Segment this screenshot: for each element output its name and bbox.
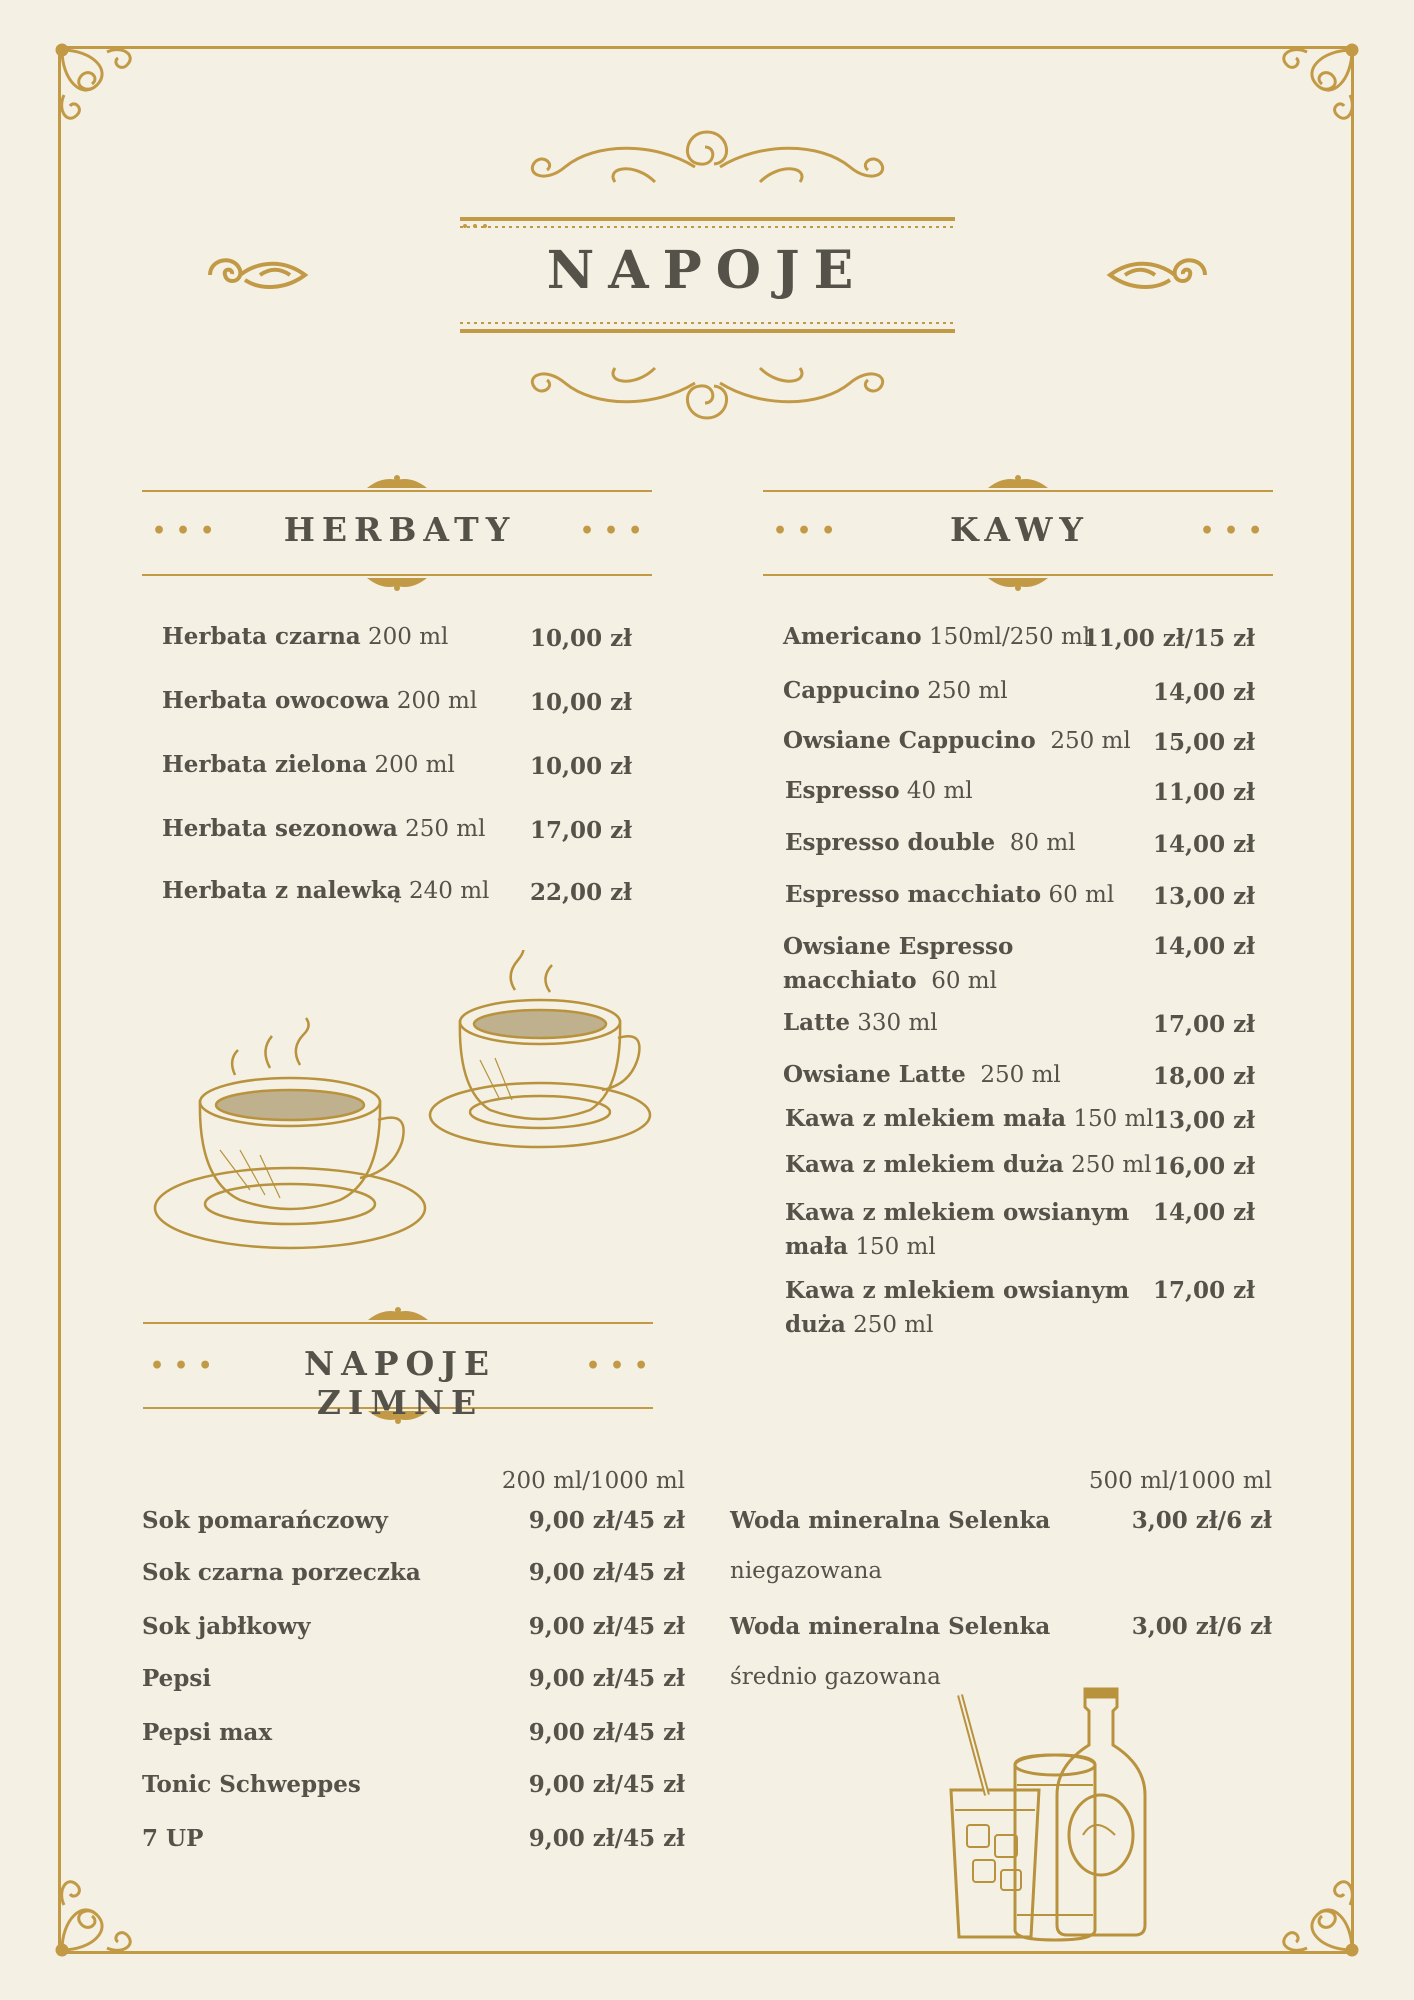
section-title-napoje-zimne: NAPOJE ZIMNE — [303, 1344, 497, 1422]
menu-item: Pepsi — [142, 1665, 212, 1692]
menu-item: Espresso double 80 ml — [785, 829, 1076, 856]
menu-item: Espresso 40 ml — [785, 777, 973, 804]
menu-item: 7 UP — [142, 1825, 204, 1852]
menu-item: Sok czarna porzeczka — [142, 1559, 421, 1586]
drinks-illustration — [945, 1685, 1165, 1945]
menu-item: Kawa z mlekiem mała 150 ml — [785, 1105, 1154, 1132]
coffee-cups-illustration — [140, 950, 660, 1260]
menu-item: Kawa z mlekiem owsianym mała 150 ml — [785, 1199, 1130, 1260]
item-price: 9,00 zł/45 zł — [528, 1771, 685, 1798]
item-price: 14,00 zł — [1153, 1199, 1255, 1226]
item-price: 9,00 zł/45 zł — [528, 1825, 685, 1852]
menu-item: Cappucino 250 ml — [783, 677, 1008, 704]
swirl-left-icon — [205, 250, 310, 300]
swirl-right-icon — [1105, 250, 1210, 300]
crown-ornament-icon — [363, 1306, 433, 1322]
item-price: 9,00 zł/45 zł — [528, 1613, 685, 1640]
menu-item: Herbata czarna 200 ml — [162, 623, 449, 650]
item-price: 17,00 zł — [530, 817, 632, 844]
item-price: 22,00 zł — [530, 879, 632, 906]
crown-ornament-icon — [983, 474, 1053, 490]
item-price: 9,00 zł/45 zł — [528, 1559, 685, 1586]
item-price: 17,00 zł — [1153, 1277, 1255, 1304]
corner-ornament-top-left — [52, 40, 162, 150]
item-price: 9,00 zł/45 zł — [528, 1719, 685, 1746]
item-price: 3,00 zł/6 zł — [1131, 1613, 1272, 1640]
crown-ornament-icon — [362, 576, 432, 592]
item-price: 9,00 zł/45 zł — [528, 1665, 685, 1692]
divider — [142, 490, 652, 492]
corner-ornament-bottom-left — [52, 1850, 162, 1960]
crown-ornament-icon — [983, 576, 1053, 592]
page-title: NAPOJE — [546, 240, 868, 301]
item-subtitle: średnio gazowana — [730, 1664, 941, 1690]
item-price: 10,00 zł — [530, 753, 632, 780]
item-price: 10,00 zł — [530, 689, 632, 716]
menu-item: Kawa z mlekiem duża 250 ml — [785, 1151, 1152, 1178]
crown-ornament-icon — [362, 474, 432, 490]
menu-item: Herbata owocowa 200 ml — [162, 687, 478, 714]
section-title-herbaty: HERBATY — [283, 510, 517, 549]
menu-item: Owsiane Latte 250 ml — [783, 1061, 1061, 1088]
item-price: 10,00 zł — [530, 625, 632, 652]
item-price: 14,00 zł — [1153, 831, 1255, 858]
divider — [763, 490, 1273, 492]
menu-item: Sok jabłkowy — [142, 1613, 311, 1640]
dots-decoration: ••• — [773, 518, 846, 544]
item-price: 16,00 zł — [1153, 1153, 1255, 1180]
menu-item: Woda mineralna Selenka — [730, 1507, 1051, 1534]
size-header: 200 ml/1000 ml — [501, 1468, 685, 1494]
dots-decoration: ••• — [580, 518, 653, 544]
dots-decoration: ••• — [152, 518, 225, 544]
menu-item: Owsiane Cappucino 250 ml — [783, 727, 1131, 754]
title-ornament-top — [455, 122, 960, 232]
item-price: 14,00 zł — [1153, 679, 1255, 706]
menu-item: Tonic Schweppes — [142, 1771, 361, 1798]
menu-item: Herbata z nalewką 240 ml — [162, 877, 490, 904]
item-price: 9,00 zł/45 zł — [528, 1507, 685, 1534]
menu-item: Herbata zielona 200 ml — [162, 751, 455, 778]
menu-item: Sok pomarańczowy — [142, 1507, 388, 1534]
title-ornament-bottom — [455, 318, 960, 428]
menu-item: Pepsi max — [142, 1719, 273, 1746]
size-header: 500 ml/1000 ml — [1088, 1468, 1272, 1494]
item-price: 3,00 zł/6 zł — [1131, 1507, 1272, 1534]
item-price: 17,00 zł — [1153, 1011, 1255, 1038]
menu-item: Latte 330 ml — [783, 1009, 938, 1036]
menu-item: Owsiane Espresso macchiato 60 ml — [783, 933, 1014, 994]
dots-decoration: ••• — [1200, 518, 1273, 544]
menu-item: Espresso macchiato 60 ml — [785, 881, 1115, 908]
divider — [143, 1322, 653, 1324]
corner-ornament-top-right — [1252, 40, 1362, 150]
dots-decoration: ••• — [150, 1353, 223, 1379]
item-price: 13,00 zł — [1153, 883, 1255, 910]
item-price: 11,00 zł — [1153, 779, 1255, 806]
item-price: 14,00 zł — [1153, 933, 1255, 960]
menu-item: Americano 150ml/250 ml — [783, 623, 1091, 650]
item-price: 18,00 zł — [1153, 1063, 1255, 1090]
item-subtitle: niegazowana — [730, 1558, 883, 1584]
item-price: 11,00 zł/15 zł — [1082, 625, 1255, 652]
item-price: 15,00 zł — [1153, 729, 1255, 756]
item-price: 13,00 zł — [1153, 1107, 1255, 1134]
menu-item: Kawa z mlekiem owsianym duża 250 ml — [785, 1277, 1130, 1338]
section-title-kawy: KAWY — [950, 510, 1090, 549]
menu-item: Herbata sezonowa 250 ml — [162, 815, 486, 842]
corner-ornament-bottom-right — [1252, 1850, 1362, 1960]
menu-item: Woda mineralna Selenka — [730, 1613, 1051, 1640]
dots-decoration: ••• — [586, 1353, 659, 1379]
